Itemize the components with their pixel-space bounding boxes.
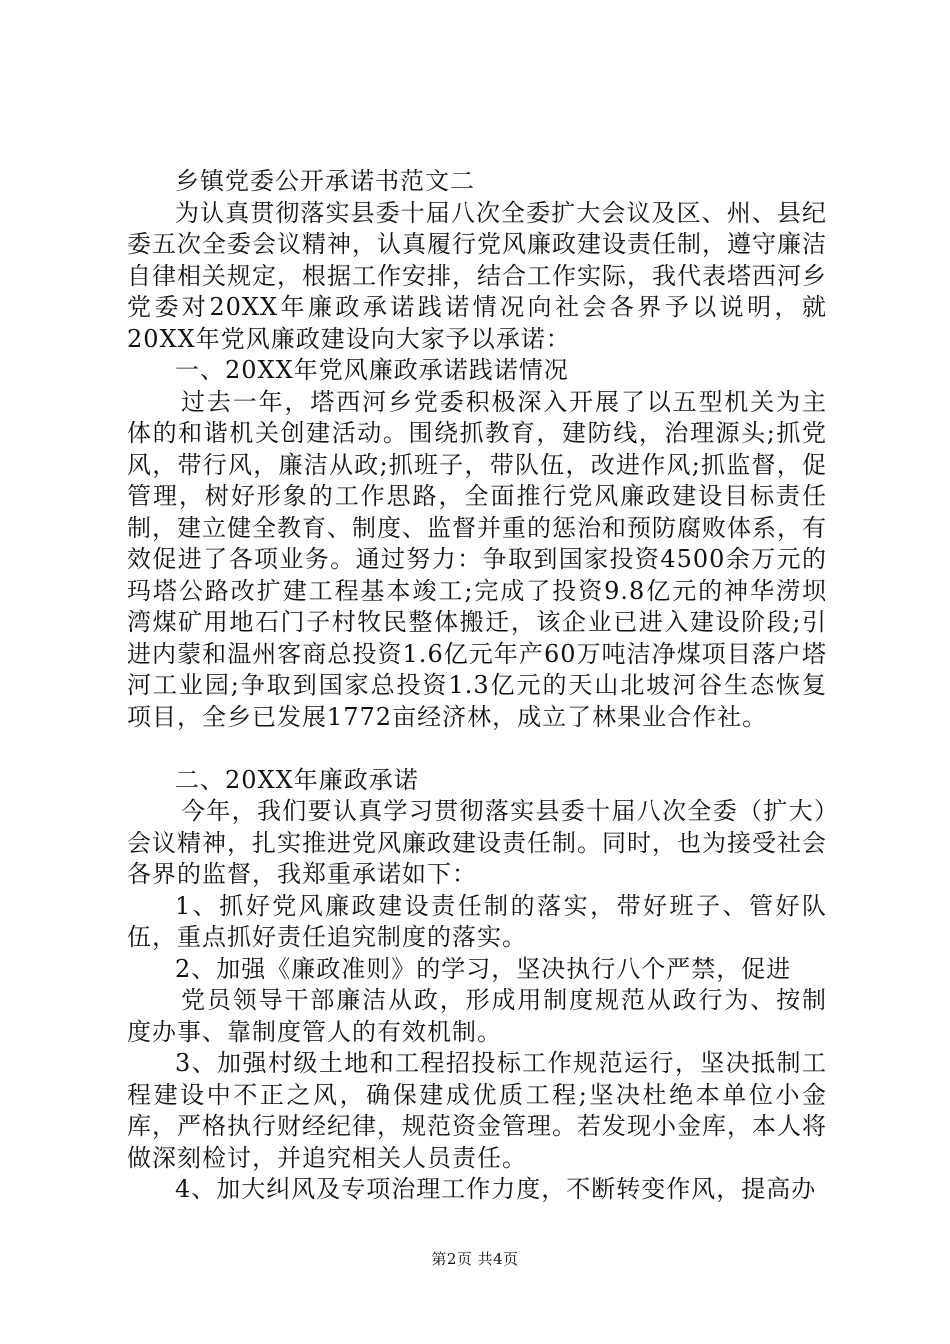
commitment-item-1: 1、抓好党风廉政建设责任制的落实，带好班子、管好队伍，重点抓好责任追究制度的落实。 <box>127 891 827 951</box>
commitment-item-4: 4、加大纠风及专项治理工作力度，不断转变作风，提高办 <box>175 1175 817 1203</box>
intro-paragraph: 为认真贯彻落实县委十届八次全委扩大会议及区、州、县纪委五次全委会议精神，认真履行党风廉政建设责任制，遵守廉洁自律相关规定，根据工作安排，结合工作实际，我代表塔西河乡党委对20XX年廉政承诺践诺情况向社会各界予以说明，就20XX年党风廉政建设向大家予以承诺： <box>127 198 827 353</box>
section-1-body: 过去一年，塔西河乡党委积极深入开展了以五型机关为主体的和谐机关创建活动。围绕抓教育，建防线，治理源头;抓党风，带行风，廉洁从政;抓班子，带队伍，改进作风;抓监督，促管理，树好形象的工作思路，全面推行党风廉政建设目标责任制，建立健全教育、制度、监督并重的惩治和预防腐败体系，有效促进了各项业务。通过努力：争取到国家投资4500余万元的玛塔公路改扩建工程基本竣工;完成了投资9.8亿元的神华涝坝湾煤矿用地石门子村牧民整体搬迁，该企业已进入建设阶段;引进内蒙和温州客商总投资1.6亿元年产60万吨洁净煤项目落户塔河工业园;争取到国家总投资1.3亿元的天山北坡河谷生态恢复项目，全乡已发展1772亩经济林，成立了林果业合作社。 <box>127 387 827 731</box>
commitment-item-2-line-2: 党员领导干部廉洁从政，形成用制度规范从政行为、按制度办事、靠制度管人的有效机制。 <box>127 986 827 1046</box>
document-title: 乡镇党委公开承诺书范文二 <box>175 167 475 195</box>
commitment-item-2-line-1: 2、加强《廉政准则》的学习，坚决执行八个严禁，促进 <box>175 954 792 983</box>
document-body <box>127 166 827 1206</box>
section-2-heading: 二、20XX年廉政承诺 <box>175 765 419 794</box>
section-1-heading: 一、20XX年党风廉政承诺践诺情况 <box>175 356 569 384</box>
section-2-intro: 今年，我们要认真学习贯彻落实县委十届八次全委（扩大）会议精神，扎实推进党风廉政建设责任制。同时，也为接受社会各界的监督，我郑重承诺如下： <box>127 797 827 888</box>
commitment-item-3: 3、加强村级土地和工程招投标工作规范运行，坚决抵制工程建设中不正之风，确保建成优质工程;坚决杜绝本单位小金库，严格执行财经纪律，规范资金管理。若发现小金库，本人将做深刻检讨，并追究相关人员责任。 <box>127 1049 827 1172</box>
paragraph-gap <box>127 733 827 765</box>
page-number-footer: 第2页 共4页 <box>431 1250 519 1268</box>
